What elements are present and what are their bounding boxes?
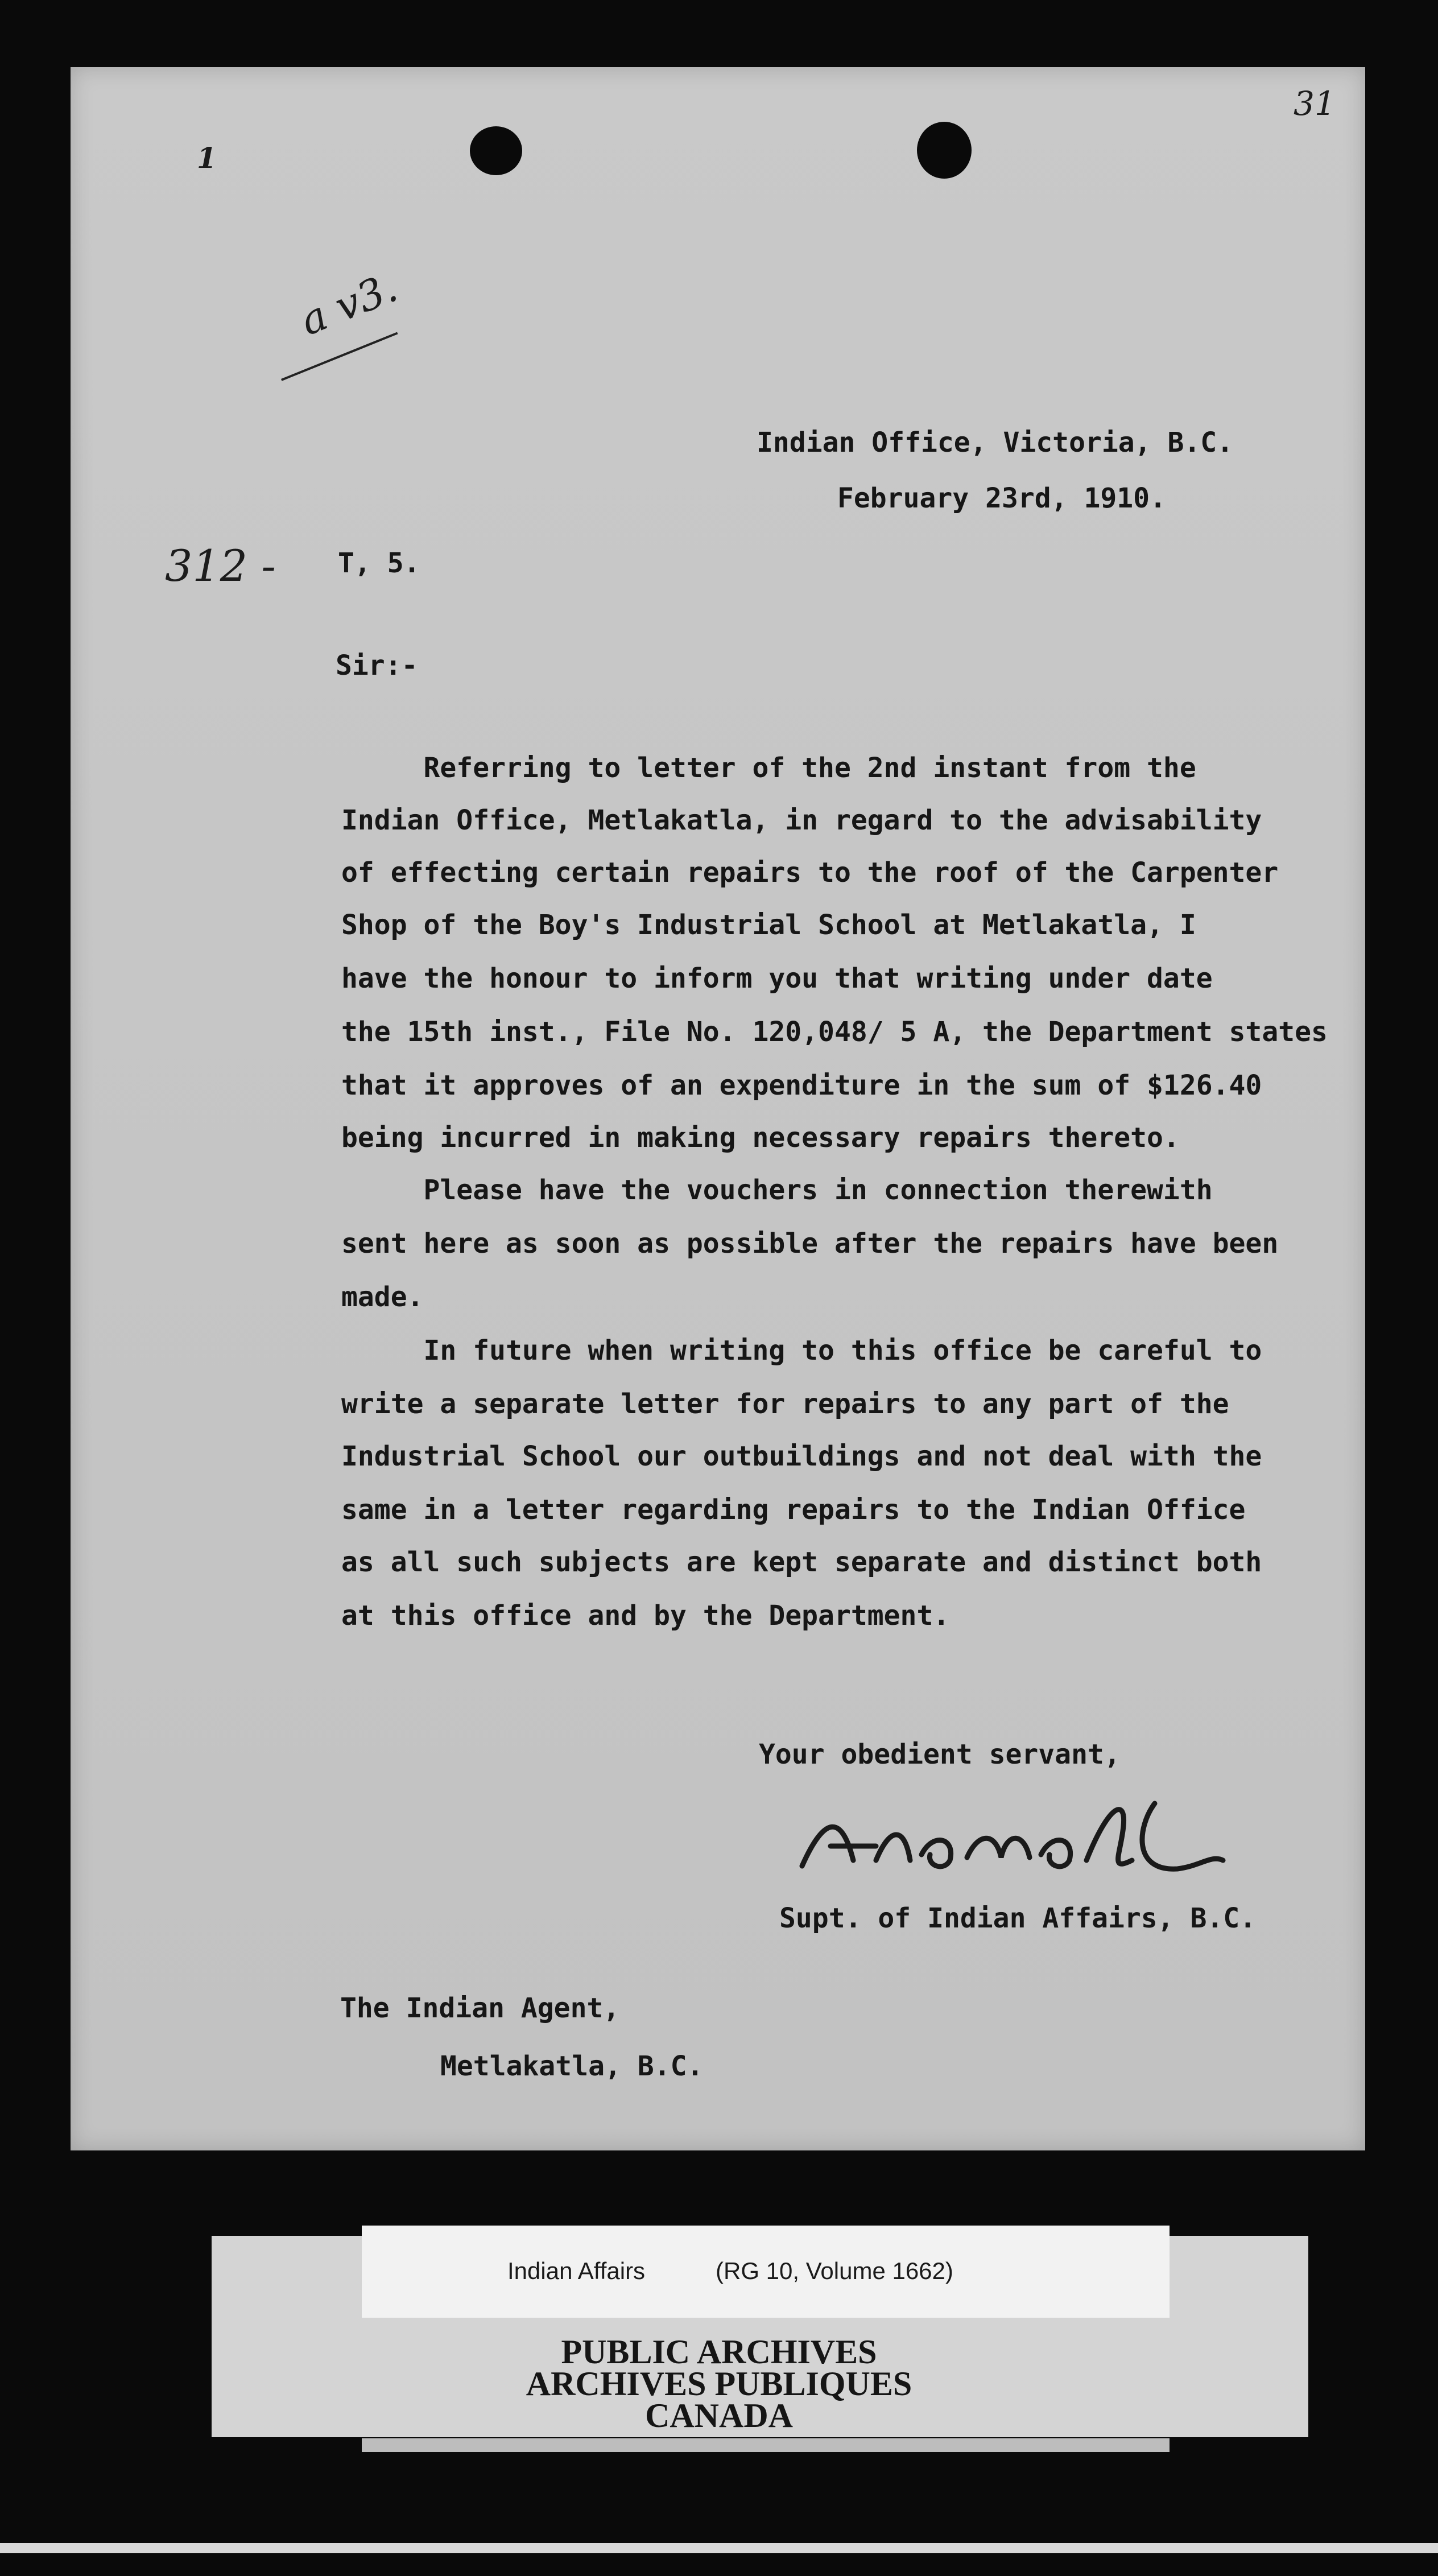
recipient-line-1: The Indian Agent, (340, 1992, 620, 2024)
body-line: Industrial School our outbuildings and not deal with the (341, 1440, 1262, 1472)
body-line: have the honour to inform you that writing under date (341, 963, 1213, 994)
body-line: same in a letter regarding repairs to the Indian Office (341, 1494, 1246, 1526)
archive-label-edge (362, 2438, 1170, 2452)
body-line: Indian Office, Metlakatla, in regard to the advisability (341, 804, 1262, 836)
file-ref-typed: T, 5. (338, 547, 420, 579)
body-line: as all such subjects are kept separate and distinct both (341, 1546, 1262, 1578)
film-edge (0, 2543, 1438, 2553)
closing: Your obedient servant, (759, 1739, 1121, 1770)
archive-collection: Indian Affairs (507, 2257, 646, 2284)
body-line: Referring to letter of the 2nd instant from the (341, 752, 1196, 784)
letter-date: February 23rd, 1910. (837, 482, 1166, 514)
signature (791, 1792, 1257, 1894)
archive-reference: (RG 10, Volume 1662) (716, 2257, 953, 2284)
body-line: In future when writing to this office be careful to (341, 1335, 1262, 1367)
body-line: being incurred in making necessary repairs thereto. (341, 1122, 1180, 1154)
body-line: of effecting certain repairs to the roof of the Carpenter (341, 857, 1279, 889)
body-line: Please have the vouchers in connection therewith (341, 1174, 1213, 1206)
archives-line-1: PUBLIC ARCHIVES (561, 2333, 877, 2371)
punch-hole-left (470, 126, 522, 175)
body-line: write a separate letter for repairs to any part of the (341, 1388, 1229, 1420)
body-line: made. (341, 1281, 424, 1313)
salutation: Sir:- (336, 650, 418, 682)
sender-location: Indian Office, Victoria, B.C. (757, 427, 1234, 459)
handwritten-note: a v3. (294, 263, 404, 345)
body-line: that it approves of an expenditure in the sum of $126.40 (341, 1070, 1262, 1101)
recipient-line-2: Metlakatla, B.C. (440, 2050, 704, 2082)
archives-line-3: CANADA (645, 2397, 793, 2434)
signature-scribble (791, 1792, 1257, 1894)
file-ref-handwritten: 312 - (165, 540, 276, 591)
corner-mark: 1 (197, 141, 217, 175)
note-underline (281, 332, 398, 381)
body-line: the 15th inst., File No. 120,048/ 5 A, the Department states (341, 1016, 1328, 1048)
punch-hole-right (917, 122, 972, 179)
signer-title: Supt. of Indian Affairs, B.C. (779, 1902, 1257, 1934)
archive-label-strip (362, 2226, 1170, 2318)
archives-line-2: ARCHIVES PUBLIQUES (526, 2365, 912, 2402)
body-line: sent here as soon as possible after the repairs have been (341, 1228, 1279, 1260)
body-line: at this office and by the Department. (341, 1600, 950, 1632)
page-number: 31 (1294, 84, 1336, 123)
body-line: Shop of the Boy's Industrial School at Metlakatla, I (341, 909, 1196, 941)
